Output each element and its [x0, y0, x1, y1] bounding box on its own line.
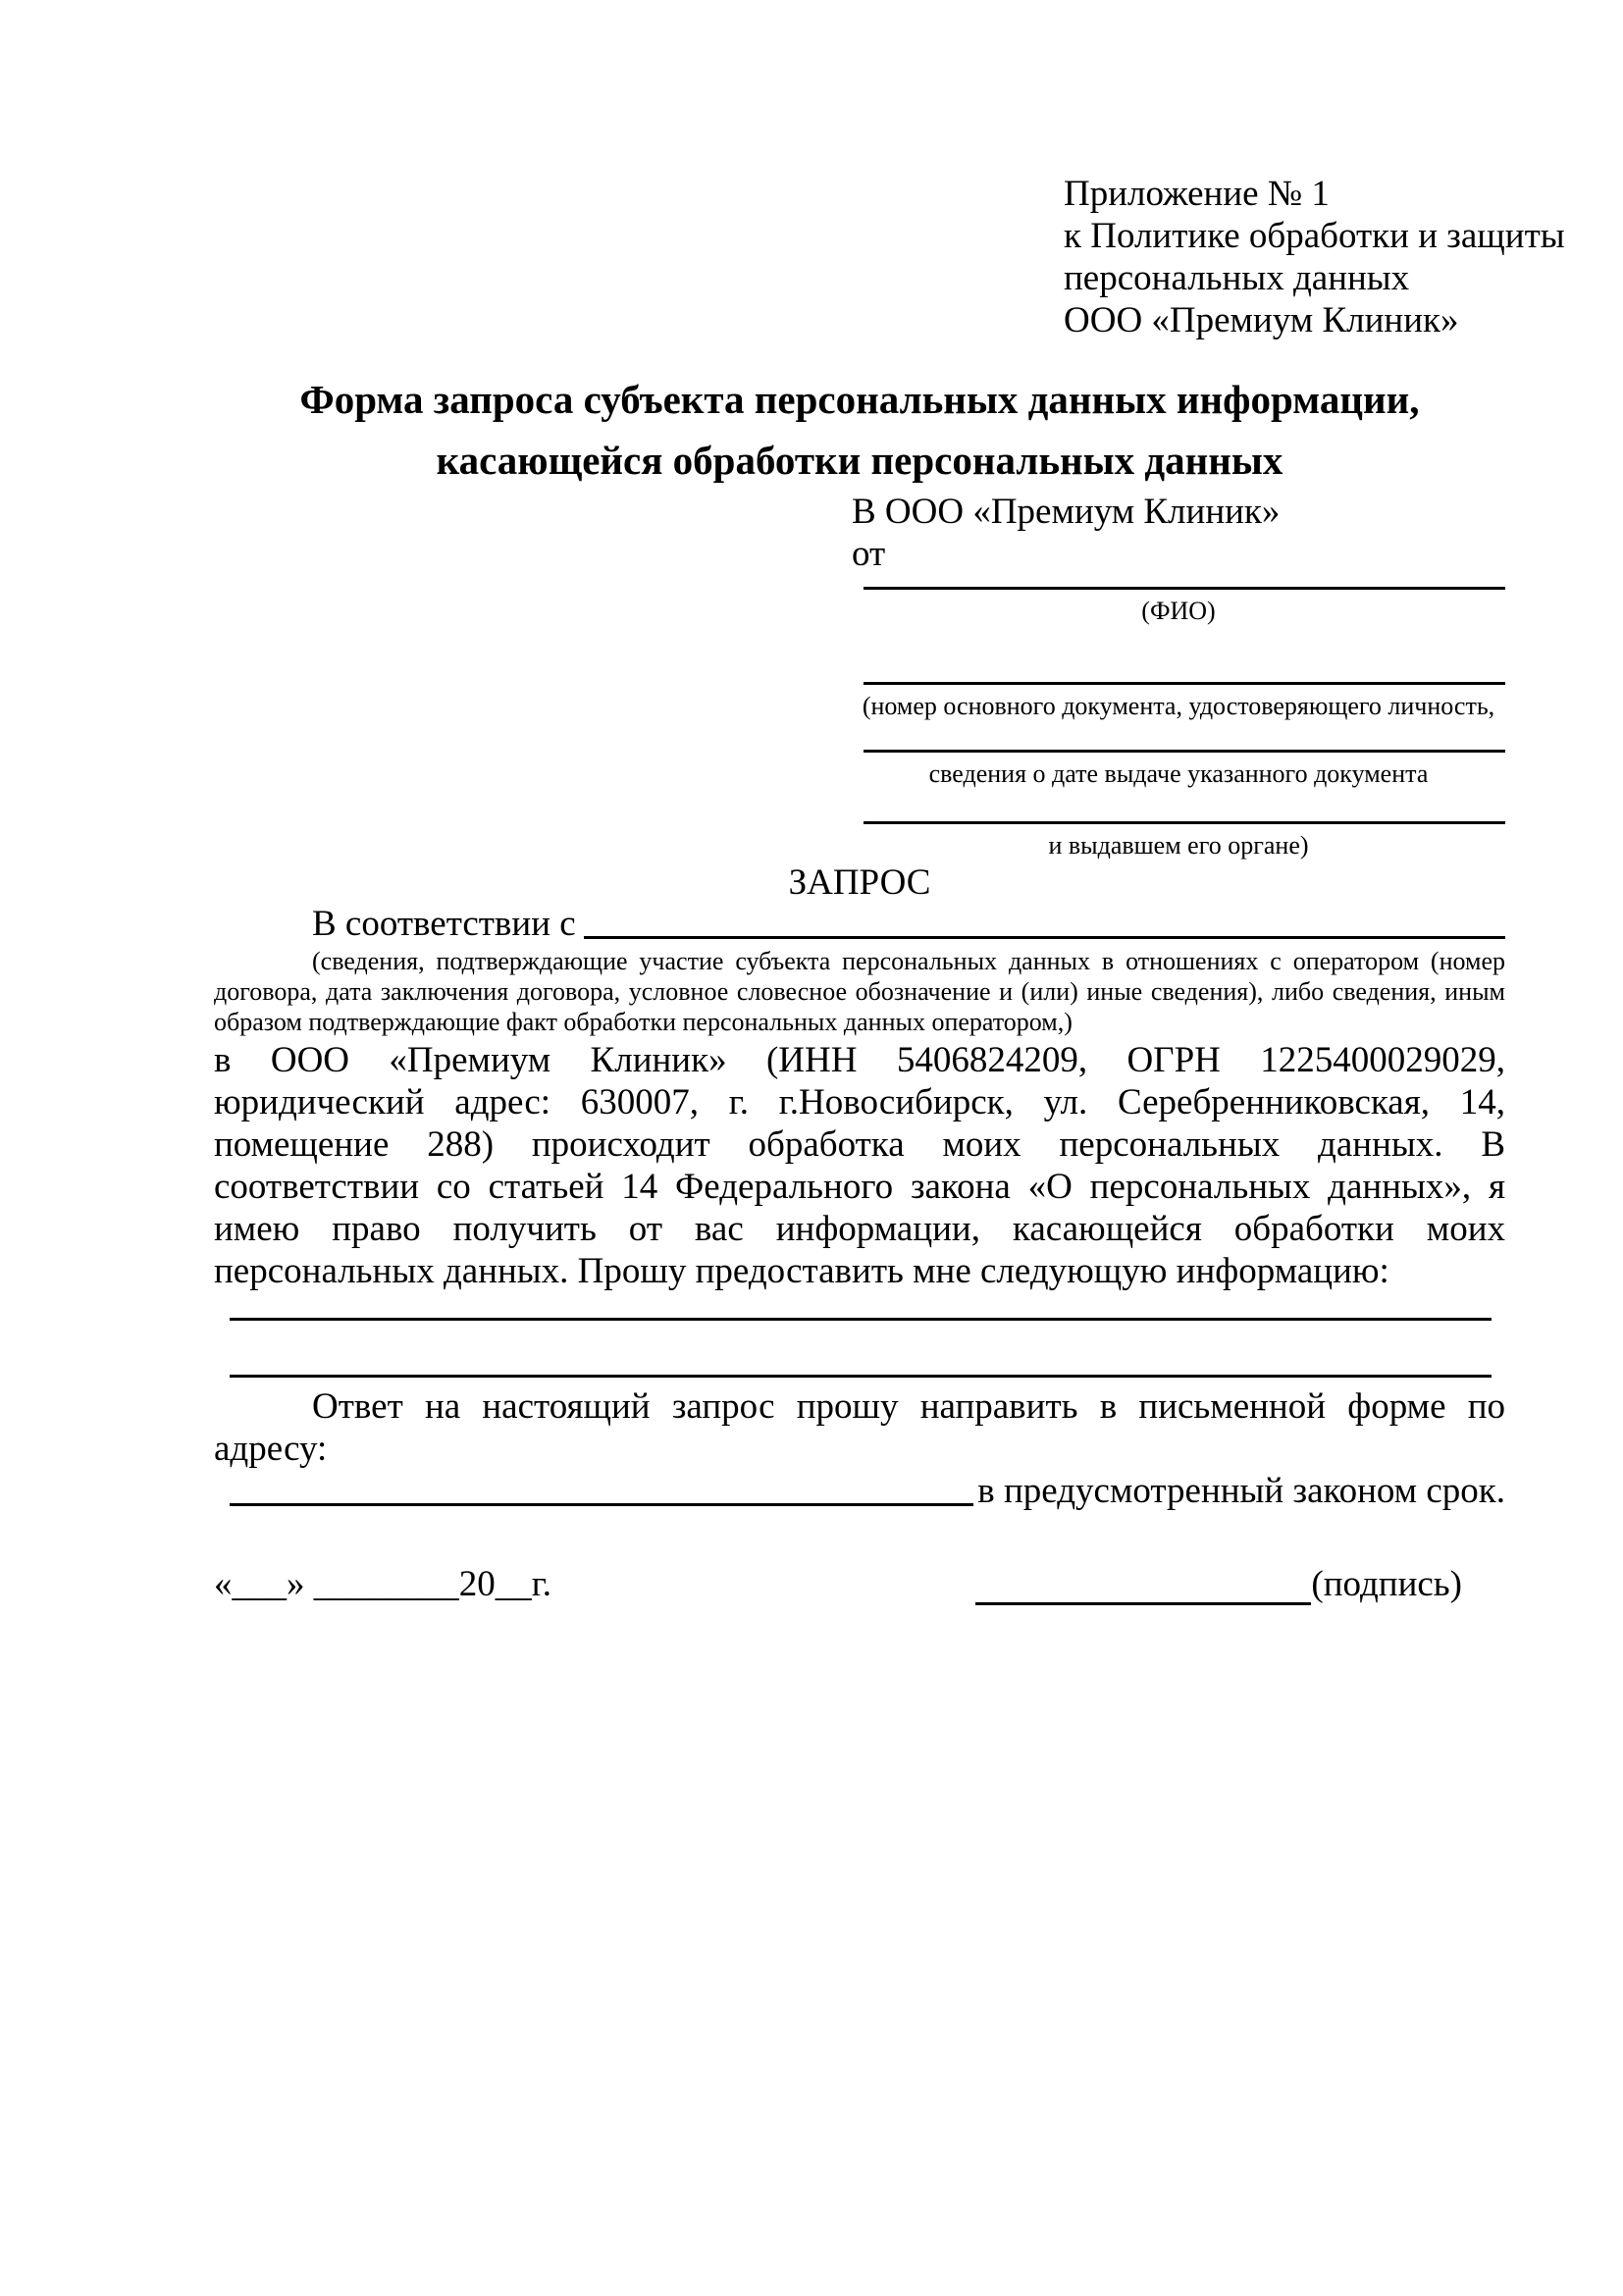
request-body: в ООО «Премиум Клиник» (ИНН 5406824209, ОГРН 1225400029029, юридический адрес: 630007, г. г.Новосибирск, ул. Серебренниковская, 14, помещение 288) происходит обработка моих персональных данных. В соответствии со статьей 14 Федерального закона «О персональных данных», я имею право получить от вас информации, касающейся обработки моих персональных данных. Прошу предоставить мне следующую информацию: — [214, 1040, 1505, 1291]
info-fill-line-1 — [230, 1318, 1492, 1321]
reply-suffix: в предусмотренный законом срок. — [977, 1471, 1505, 1511]
accordance-row — [214, 903, 1505, 946]
appendix-line: Приложение № 1 — [1064, 174, 1330, 214]
appendix-line: персональных данных — [1064, 258, 1410, 298]
accordance-fill-line — [584, 903, 1505, 939]
footer-row — [214, 1563, 1505, 1605]
accordance-prefix: В соответствии с — [312, 904, 576, 944]
appendix-line: ООО «Премиум Клиник» — [1064, 300, 1459, 340]
fio-caption: (ФИО) — [1141, 597, 1216, 625]
reply-address-row — [214, 1470, 1505, 1512]
document-title-line1: Форма запроса субъекта персональных данных информации, — [299, 377, 1420, 422]
date-field: «___» ________20__г. — [214, 1564, 552, 1604]
reply-address-fill-line — [230, 1470, 973, 1506]
request-heading: ЗАПРОС — [788, 862, 931, 903]
doc-date-fill-line — [864, 720, 1505, 753]
signature-caption: (подпись) — [1311, 1564, 1462, 1604]
addressee-org: В ООО «Премиум Клиник» — [852, 492, 1281, 532]
doc-caption-1: (номер основного документа, удостоверяющего личность, — [862, 692, 1495, 720]
document-title-line2: касающейся обработки персональных данных — [436, 438, 1283, 483]
appendix-line: к Политике обработки и защиты — [1064, 216, 1565, 256]
from-label: от — [852, 534, 886, 574]
doc-caption-2: сведения о дате выдаче указанного документа — [928, 759, 1429, 788]
addressee-block — [852, 491, 1505, 860]
reply-paragraph: Ответ на настоящий запрос прошу направить в письменной форме по адресу: — [214, 1386, 1505, 1469]
doc-caption-3: и выдавшем его органе) — [1048, 831, 1309, 860]
fio-fill-line — [864, 575, 1505, 590]
appendix-note — [1064, 173, 1565, 341]
document-content — [214, 173, 1565, 1605]
doc-issuer-fill-line — [864, 788, 1505, 824]
signature-group — [975, 1563, 1462, 1605]
info-fill-line-2 — [230, 1375, 1492, 1378]
doc-number-fill-line — [864, 625, 1505, 685]
signature-fill-line — [975, 1567, 1311, 1605]
fine-print-note: (сведения, подтверждающие участие субъекта персональных данных в отношениях с оператором (номер договора, дата заключения договора, условное словесное обозначение и (или) иные сведения), либо сведения, иным образом подтверждающие факт обработки персональных данных оператором,) — [214, 947, 1505, 1036]
document-title — [214, 369, 1505, 491]
